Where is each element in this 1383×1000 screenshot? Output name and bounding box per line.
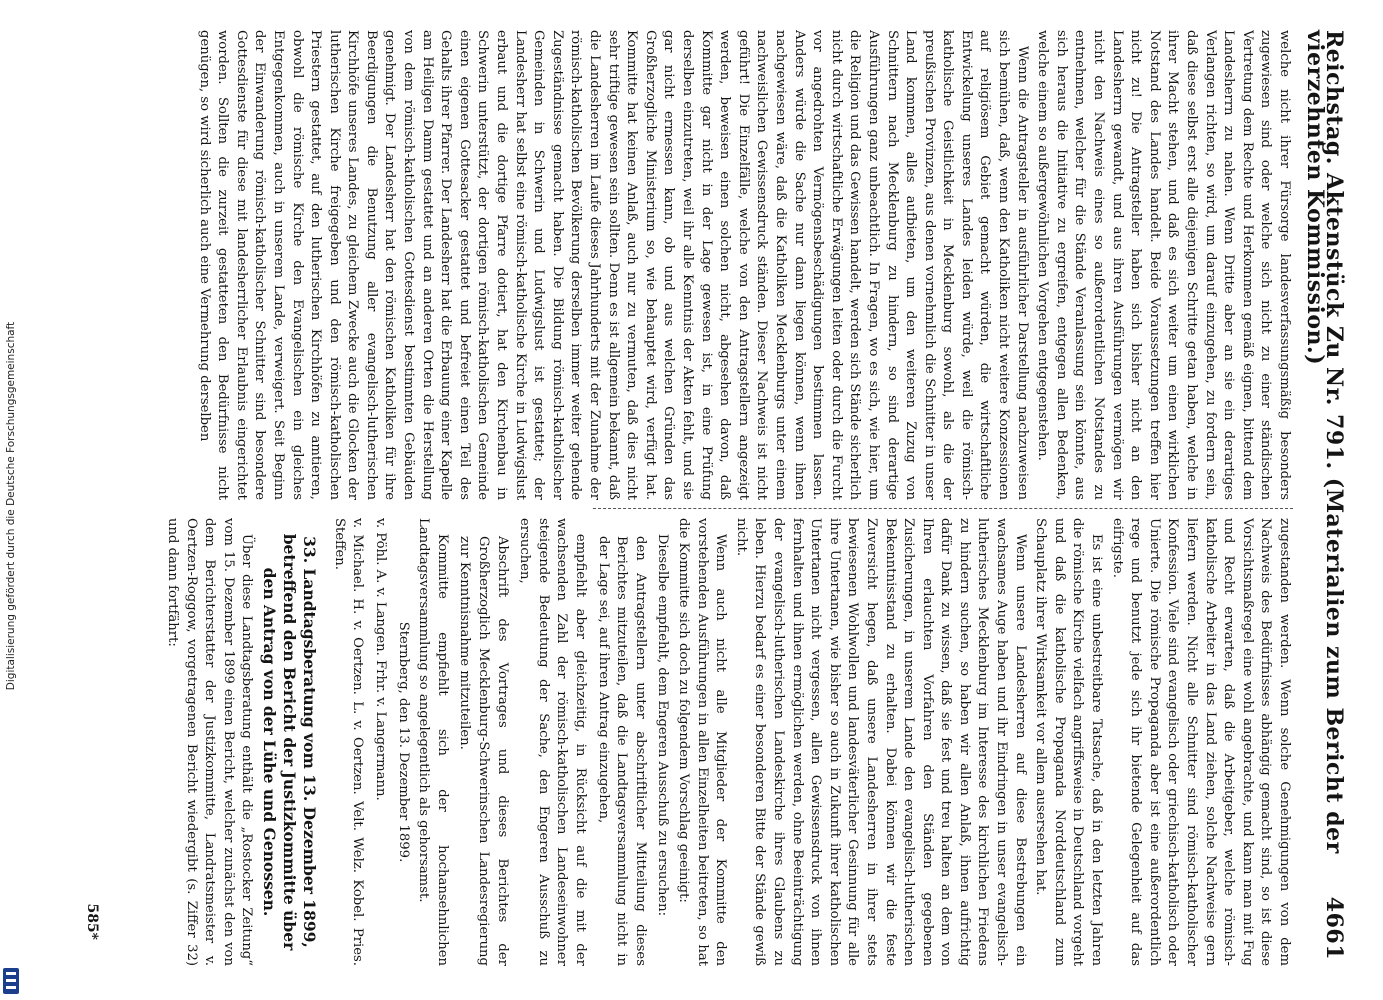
header-title: Reichstag. Aktenstück Zu Nr. 791. (Materialien zum Bericht der vierzehnten Kommission.) bbox=[1302, 30, 1347, 854]
rotated-page bbox=[61, 20, 1351, 980]
scanned-page bbox=[30, 0, 1383, 1000]
left-paragraph: Wenn die Antragsteller in ausführlicher Darstellung nachzuweisen sich bemühen, daß, wenn den Katholiken nicht weitere Konzessionen auf religiösem Gebiet gemacht würden, die wirtschaftliche Entwickelung unseres Landes leiden würde, weil die römisch-katholische Geistlichkeit in Mecklenburg sowohl, als die der preußischen Provinzen, aus denen vornehmlich die Schnitter in unser Land kommen, alles aufbieten, um den weiteren Zuzug von Schnittern nach Mecklenburg zu hindern, so sind derartige Ausführungen ganz unbeachtlich. In Fragen, wo es sich, wie hier, um die Religion und das Gewissen handelt, werden sich Stände sicherlich nicht durch wirtschaftliche Erwägungen leiten oder durch die Furcht vor angedrohten Vermögensbeschädigungen bestimmen lassen. Anders würde die Sache nur dann liegen können, wenn ihnen nachgewiesen wäre, daß die Katholiken Mecklenburgs unter einem nachweislichen Gewissensdruck ständen. Dieser Nachweis ist nicht geführt! Die Einzelfälle, welche von den Antragstellern angezeigt werden, beweisen einen solchen nicht, abgesehen davon, daß Kommitte gar nicht in der Lage gewesen ist, in eine Prüfung derselben einzutreten, weil ihr alle Kenntnis der Akten fehlt, und sie gar nicht ermessen kann, ob und aus welchen Gründen das Großherzogliche Ministerium so, wie behauptet wird, verfügt hat. Kommitte hat keinen Anlaß, auch nur zu vermuten, daß dies nicht sehr triftige gewesen sein sollten. Denn es ist allgemein bekannt, daß die Landesherren im Laufe dieses Jahrhunderts mit der Zunahme der römisch-katholischen Bevölkerung derselben immer weiter gehende Zugeständnisse gemacht haben. Die Bildung römisch-katholischer Gemeinden in Schwerin und Ludwigslust ist gestattet; der Landesherr hat selbst eine römisch-katholische Kirche in Ludwigslust erbaut und die dortige Pfarre dotiert, hat den Kirchenbau in Schwerin unterstützt, der dortigen römisch-katholischen Gemeinde einen eigenen Gottesacker gestattet und befreiet einen Teil des Gehalts ihrer Pfarrer. Der Landesherr hat die Erbauung einer Kapelle am Heiligen Damm gestattet und an anderen Orten die Herstellung von dem römisch-katholischen Gottesdienst bestimmten Gebäuden genehmigt. Der Landesherr hat den römischen Katholiken für ihre Beerdigungen die Benutzung aller evangelisch-lutherischen Kirchhöfe unseres Landes, zu gleichem Zwecke auch die Glocken der lutherischen Kirche freigegeben und den römisch-katholischen Priestern gestattet, auf den lutherischen Kirchhöfen zu amtieren, obwohl die römische Kirche den Evangelischen ein gleiches Entgegenkommen, auch in unserem Lande, verweigert. Seit Beginn der Einwanderung römisch-katholischer Schnitter sind besondere Gottesdienste für diese mit landesherrlicher Erlaubnis eingerichtet worden. Sollten die zurzeit gestatteten den Bedürfnisse nicht genügen, so wird sicherlich auch eine Vermehrung derselben bbox=[196, 30, 1030, 500]
right-column bbox=[113, 518, 1293, 966]
column-divider bbox=[593, 508, 1293, 510]
right-paragraph: Kommitte empfiehlt sich der hochansehnlichen Landtagsversammlung so angelegentlich als gehorsamst. bbox=[416, 518, 450, 966]
notice-text: Digitalisierung gefördert durch die Deutsche Forschungsgemeinschaft bbox=[5, 321, 17, 691]
right-paragraph: Über diese Landtagsberatung enthält die „Rostocker Zeitung“ vom 15. Dezember 1899 einen Bericht, welcher zunächst den von dem Berichterstatter der Justizkommitte, Landratsmeister v. Oertzen-Roggow, vorgetragenen Bericht wiedergibt (s. Ziffer 32) und dann fortfährt: bbox=[164, 518, 255, 966]
right-paragraph: Wenn auch nicht alle Mitglieder der Kommitte den vorstehenden Ausführungen in allen Einzelheiten beitreten, so hat die Kommitte sich doch zu folgendem Vorschlag geeinigt: bbox=[676, 518, 729, 966]
digitization-notice bbox=[0, 0, 22, 1000]
resolution-item: Abschrift des Vortrages und dieses Berichtes der Großherzoglich Mecklenburg-Schwerinschen Landesregierung zur Kenntnisnahme mitzuteilen. bbox=[457, 536, 510, 966]
right-paragraph: empfiehlt aber gleichzeitig, in Rücksicht auf die mit der wachsenden Zahl der römisch-katholischen Landeseinwohner steigende Bedeutung der Sache, den Engeren Ausschuß zu ersuchen, bbox=[517, 518, 589, 966]
dfg-logo-icon bbox=[3, 968, 19, 994]
signature-mark: 585* bbox=[84, 903, 100, 940]
signatures: v. Pöhl. A. v. Langen. Frhr. v. Langermann. bbox=[373, 518, 389, 801]
right-paragraph: Dieselbe empfiehlt, dem Engeren Ausschuß zu ersuchen: bbox=[655, 533, 671, 917]
left-paragraph: welche nicht ihrer Fürsorge landesverfassungsmäßig besonders zugewiesen sind oder welche sich nicht zu einer ständischen Vertretung dem Rechte und Herkommen gemäß eignen, bittend dem Landesherrn zu nahen. Wenn Dritte aber an sie ein derartiges Verlangen richten, so wird, um darauf einzugehen, zu fordern sein, daß diese selbst erst alle diejenigen Schritte getan haben, welche in ihrer Macht stehen, und daß es sich weiter um einen wirklichen Notstand des Landes handelt. Beide Voraussetzungen treffen hier nicht zu! Die Antragsteller haben sich bisher nicht an den Landesherrn gewandt, und aus ihren Ausführungen vermögen wir nicht den Nachweis eines so außerordentlichen Notstandes zu entnehmen, welcher für die Stände Veranlassung sein könnte, aus sich heraus die Initiative zu ergreifen, entgegen allen Bedenken, welche einem so außergewöhnlichen Vorgehen entgegenstehen. bbox=[1035, 30, 1292, 500]
page-number: 4661 bbox=[1321, 896, 1347, 960]
right-paragraph: zugestanden werden. Wenn solche Genehmigungen von dem Nachweis des Bedürfnisses abhängig gemacht sind, so ist diese Vorsichtsmaßregel eine wohl angebrachte, und kann man mit Fug und Recht erwarten, daß die Arbeitgeber, welche römisch-katholische Arbeiter in das Land ziehen, solche Nachweise gern liefern werden. Nicht alle Schnitter sind römisch-katholischer Konfession. Viele sind evangelisch oder griechisch-katholisch oder Unierte. Die römische Propaganda aber ist eine außerordentlich rege und benutzt jede sich ihr bietende Gelegenheit auf das eifrigste. bbox=[1109, 518, 1292, 966]
date-line: Sternberg, den 13. Dezember 1899. bbox=[395, 621, 411, 863]
signatures: v. Michael. H. v. Oertzen. L. v. Oertzen. Velt. Welz. Kobel. Pries. Steffen. bbox=[331, 518, 366, 966]
right-paragraph: Es ist eine unbestreitbare Tatsache, daß in den letzten Jahren die römische Kirche vielfach angriffsweise in Deutschland vorgeht und daß die katholische Propaganda Norddeutschland zum Schauplatz ihrer Wirksamkeit vor allem ausersehen hat. bbox=[1033, 518, 1105, 966]
left-column bbox=[113, 30, 1293, 500]
resolution-item: den Antragstellern unter abschriftlicher Mitteilung dieses Berichtes mitzuteilen, daß die Landtagsversammlung nicht in der Lage sei, auf ihren Antrag einzugehen, bbox=[595, 536, 648, 966]
section-title: 33. Landtagsberatung vom 13. Dezember 1899, betreffend den Bericht der Justizkommitte über den Antrag von der Lühe und Genossen. bbox=[260, 533, 320, 951]
right-paragraph: Wenn unsere Landesherren auf diese Bestrebungen ein wachsames Auge haben und ihr Eindringen in unser evangelisch-lutherisches Mecklenburg im Interesse des kirchlichen Friedens zu hindern suchen, so haben wir allen Anlaß, ihnen aufrichtig dafür Dank zu wissen, daß sie fest und treu halten an dem von Ihren erlauchten Vorfahren den Ständen gegebenen Zusicherungen, in unserem Lande den evangelisch-lutherischen Bekenntnisstand zu erhalten. Dabei können wir die feste Zuversicht hegen, daß unsere Landesherren in ihrer stets bewiesenen Wohlwollen und landesväterlicher Gesinnung für alle ihre Untertanen, wie bisher so auch in Zukunft ihrer katholischen Untertanen nicht vergessen, allen Gewissensdruck von ihnen fernhalten und ihnen ermöglichen werden, ohne Beeinträchtigung der evangelisch-lutherischen Landeskirche ihres Glaubens zu leben. Hierzu bedarf es einer besonderen Bitte der Stände gewiß nicht. bbox=[733, 518, 1028, 966]
running-header bbox=[1302, 20, 1347, 980]
